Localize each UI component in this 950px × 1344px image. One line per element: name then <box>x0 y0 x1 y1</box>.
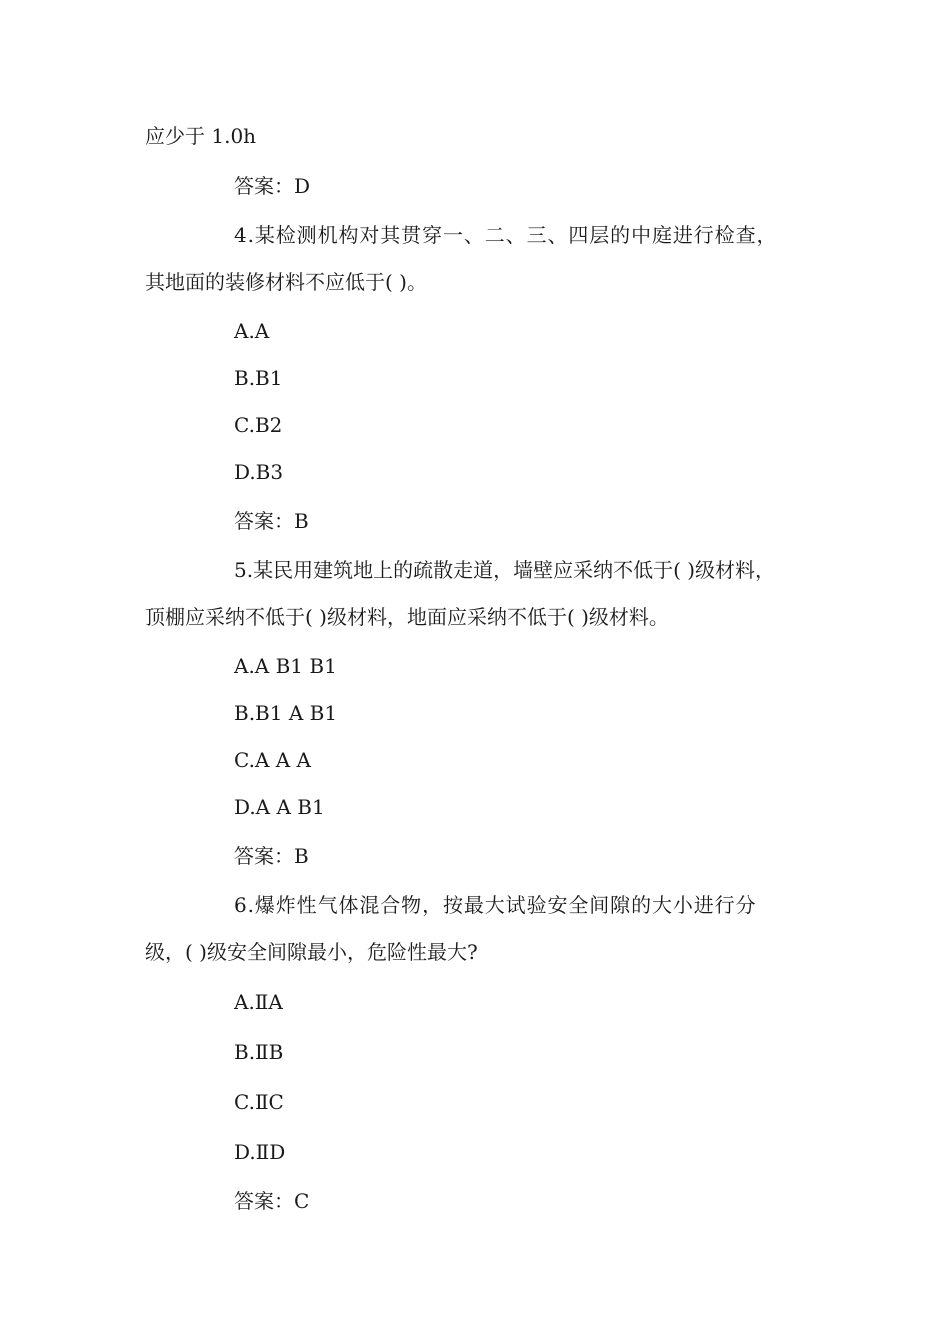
q5-option-d: D.A A B1 <box>234 795 325 819</box>
q5-option-a: A.A B1 B1 <box>234 654 337 678</box>
q4-option-d: D.B3 <box>234 460 284 484</box>
q6-option-d: D.ⅡD <box>234 1140 286 1164</box>
continuation-text: 应少于 1.0h <box>145 124 257 148</box>
question-4-line-1: 4.某检测机构对其贯穿一、二、三、四层的中庭进行检查， <box>234 223 778 247</box>
answer-q5: 答案：B <box>234 844 309 868</box>
q6-option-c: C.ⅡC <box>234 1090 284 1114</box>
q6-option-b: B.ⅡB <box>234 1040 284 1064</box>
question-4-line-2: 其地面的装修材料不应低于( )。 <box>145 270 427 294</box>
q4-option-c: C.B2 <box>234 413 283 437</box>
question-5-line-1: 5.某民用建筑地上的疏散走道，墙壁应采纳不低于( )级材料， <box>234 558 776 582</box>
answer-q4: 答案：B <box>234 509 309 533</box>
answer-q3: 答案：D <box>234 174 311 198</box>
question-6-line-1: 6.爆炸性气体混合物，按最大试验安全间隙的大小进行分 <box>234 893 757 917</box>
question-5-line-2: 顶棚应采纳不低于( )级材料，地面应采纳不低于( )级材料。 <box>145 605 669 629</box>
answer-q6: 答案：C <box>234 1189 310 1213</box>
q6-option-a: A.ⅡA <box>234 990 283 1014</box>
q5-option-c: C.A A A <box>234 748 311 772</box>
q4-option-b: B.B1 <box>234 366 283 390</box>
q5-option-b: B.B1 A B1 <box>234 701 338 725</box>
q4-option-a: A.A <box>234 319 270 343</box>
question-6-line-2: 级，( )级安全间隙最小，危险性最大? <box>145 940 478 964</box>
